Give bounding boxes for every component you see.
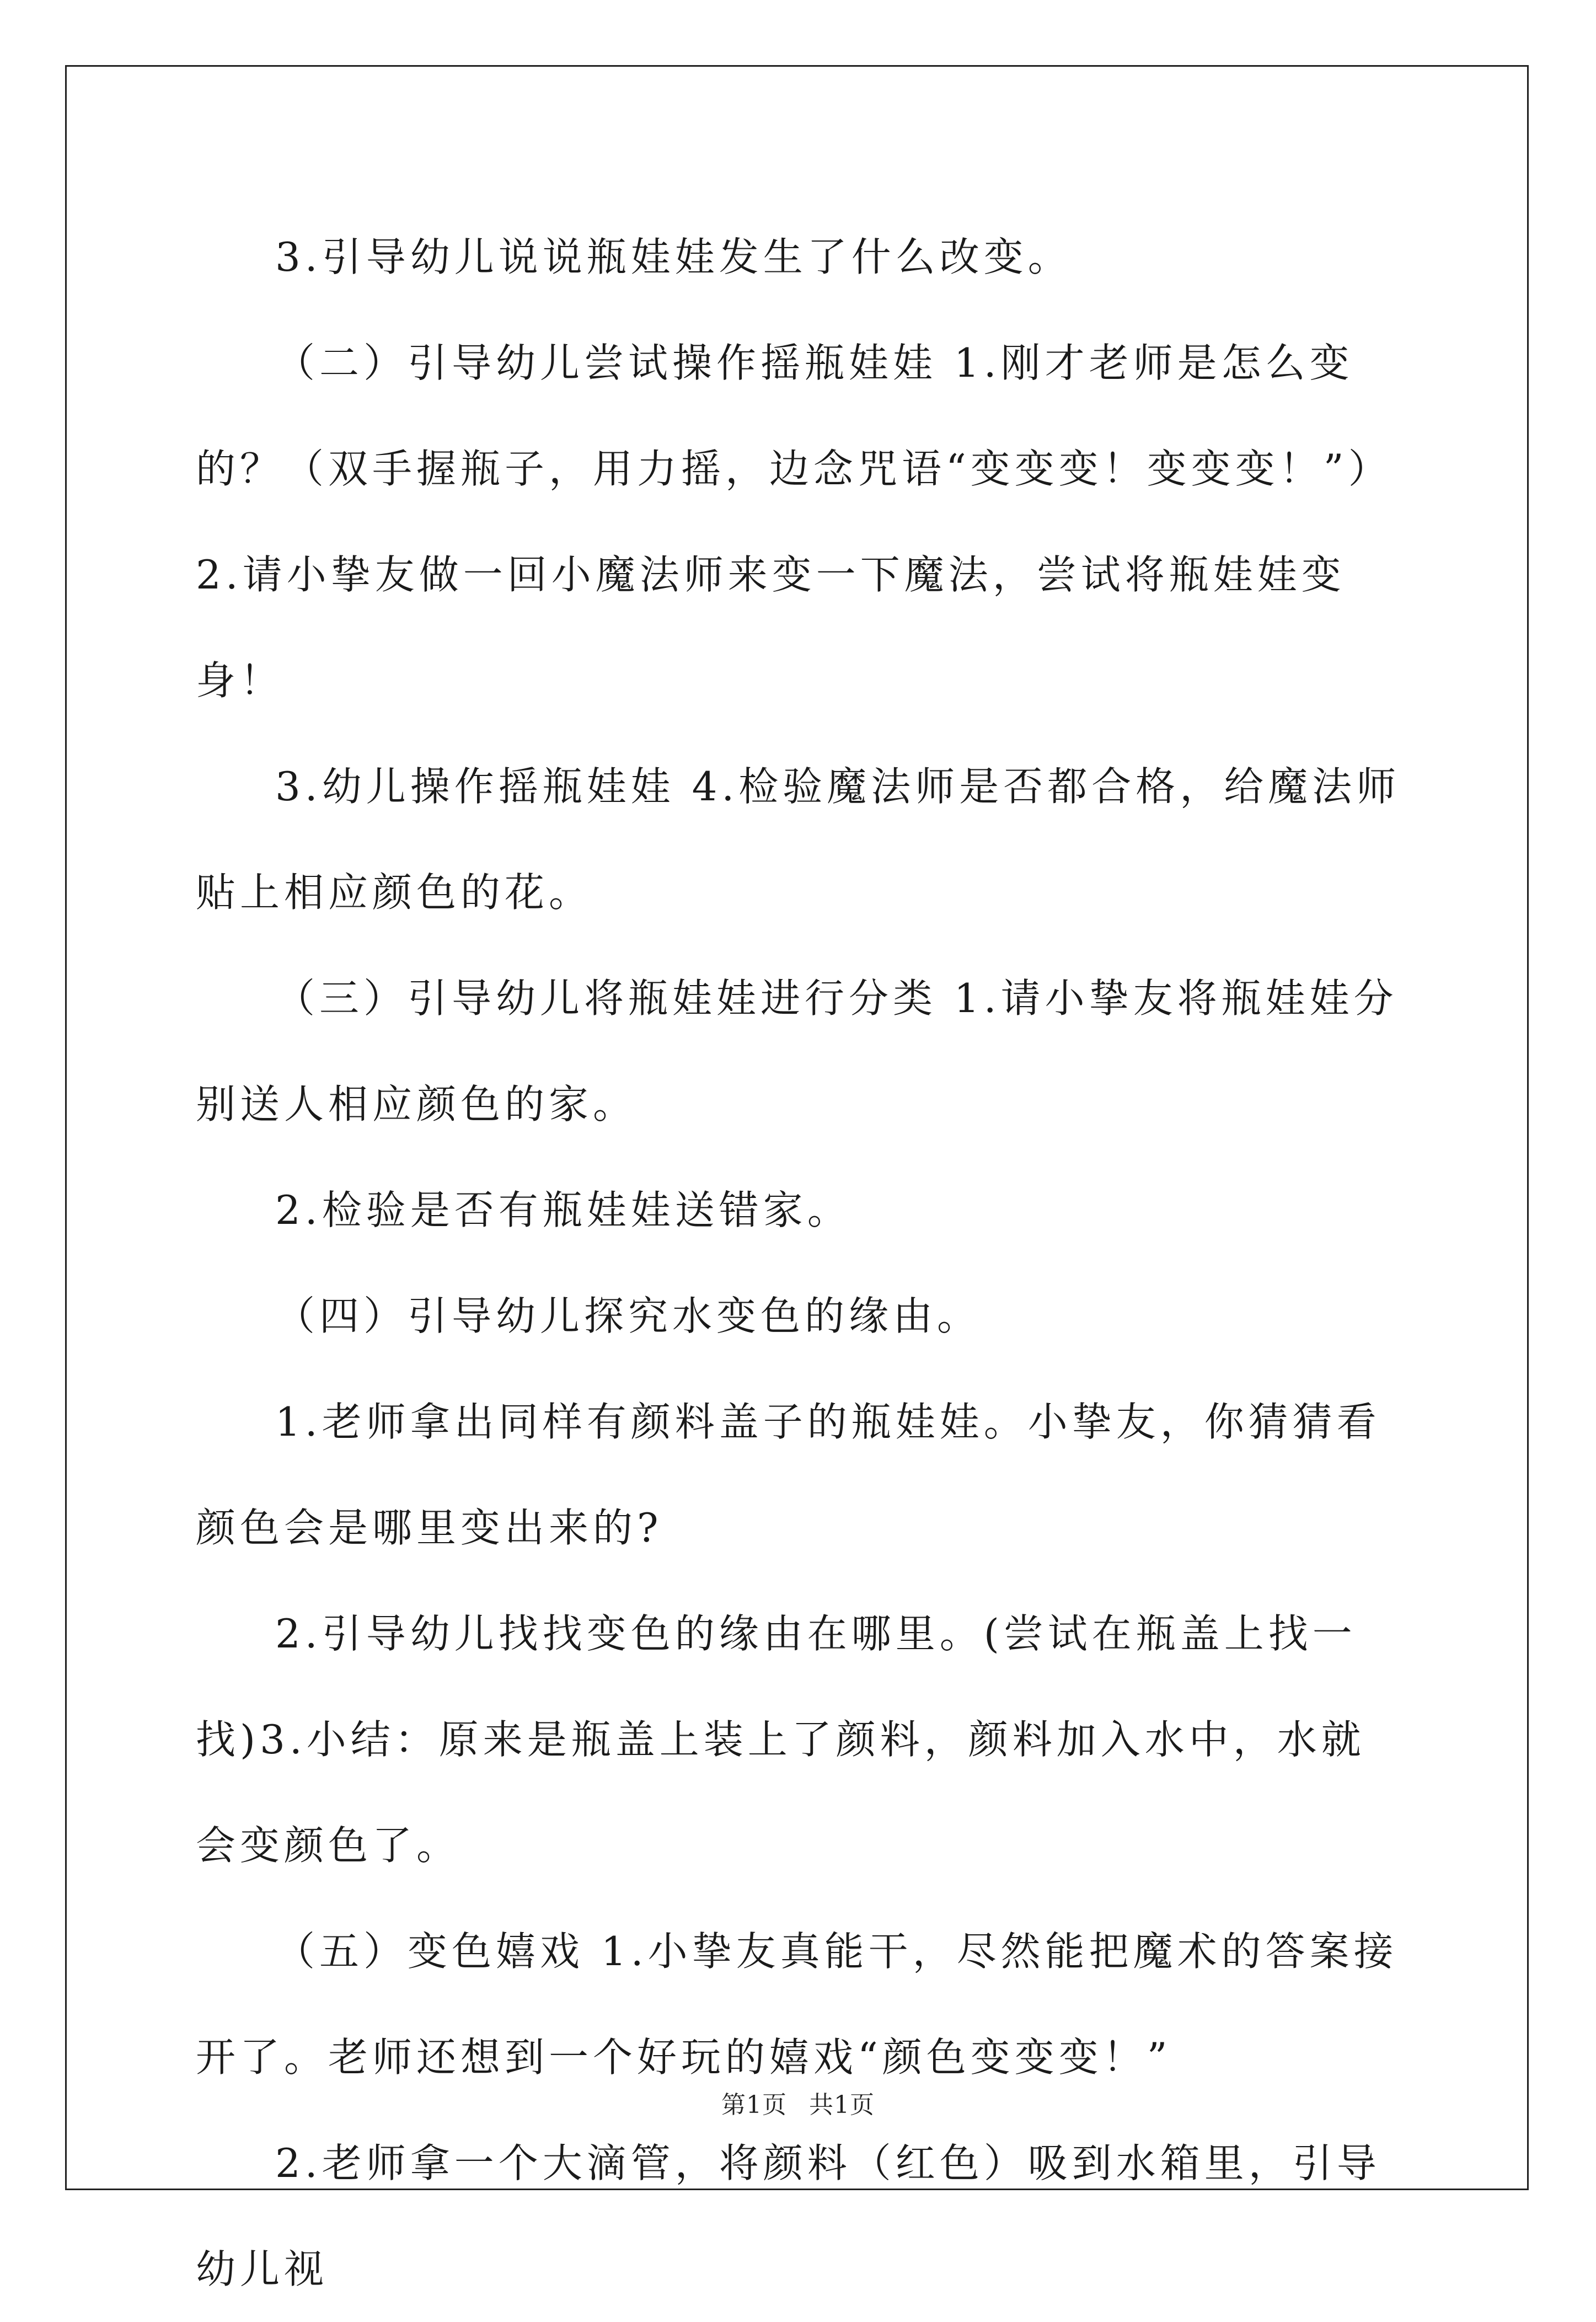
page-total: 共1页 bbox=[809, 2091, 875, 2119]
paragraph: 2.老师拿一个大滴管，将颜料（红色）吸到水箱里，引导幼儿视 bbox=[196, 2140, 1381, 2292]
paragraph: 2.引导幼儿找找变色的缘由在哪里。(尝试在瓶盖上找一找)3.小结：原来是瓶盖上装上了颜料，颜料加入水中，水就会变颜色了。 bbox=[196, 1611, 1365, 1869]
document-body bbox=[196, 204, 1409, 2322]
paragraph: 1.老师拿出同样有颜料盖子的瓶娃娃。小挚友，你猜猜看颜色会是哪里变出来的? bbox=[196, 1399, 1381, 1551]
paragraph: 3.幼儿操作摇瓶娃娃 4.检验魔法师是否都合格，给魔法师贴上相应颜色的花。 bbox=[196, 763, 1401, 916]
page-number: 第1页 bbox=[721, 2091, 787, 2119]
paragraph: 2.检验是否有瓶娃娃送错家。 bbox=[275, 1187, 851, 1233]
page-footer bbox=[0, 2085, 1596, 2120]
paragraph: （三）引导幼儿将瓶娃娃进行分类 1.请小挚友将瓶娃娃分别送人相应颜色的家。 bbox=[196, 975, 1398, 1127]
paragraph: （五）变色嬉戏 1.小挚友真能干，尽然能把魔术的答案接开了。老师还想到一个好玩的嬉戏“颜色变变变！” bbox=[196, 1928, 1398, 2080]
paragraph: （二）引导幼儿尝试操作摇瓶娃娃 1.刚才老师是怎么变的？（双手握瓶子，用力摇，边念咒语“变变变！变变变！”）2.请小挚友做一回小魔法师来变一下魔法，尝试将瓶娃娃变身！ bbox=[196, 340, 1393, 704]
paragraph: 3.引导幼儿说说瓶娃娃发生了什么改变。 bbox=[275, 234, 1072, 280]
paragraph: （四）引导幼儿探究水变色的缘由。 bbox=[275, 1293, 982, 1339]
